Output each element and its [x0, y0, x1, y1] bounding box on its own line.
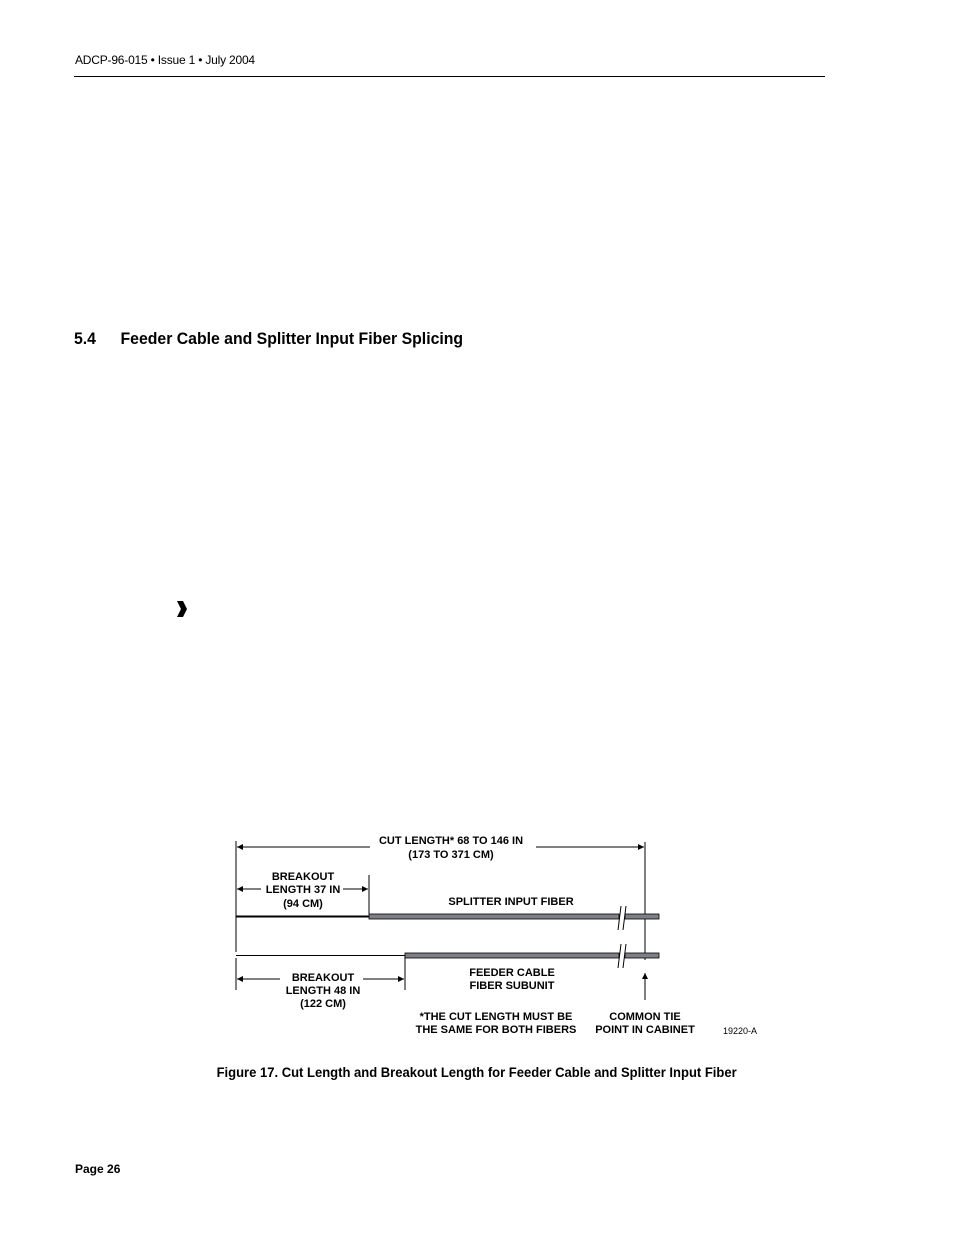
tie-label-2: POINT IN CABINET: [595, 1024, 695, 1036]
feeder-break-mark: [618, 944, 626, 968]
figure-id: 19220-A: [723, 1026, 758, 1036]
bottom-breakout-label-2: LENGTH 48 IN: [285, 985, 361, 997]
bottom-breakout-label-3: (122 CM): [300, 998, 346, 1010]
splitter-fiber-jacket-a: [369, 914, 619, 919]
diagram-svg: [225, 830, 770, 1045]
page-number: Page 26: [75, 1162, 121, 1176]
section-title: Feeder Cable and Splitter Input Fiber Splicing: [120, 329, 464, 348]
header-rule: [74, 76, 825, 77]
feeder-fiber-jacket-a: [405, 953, 619, 958]
note-label-1: *THE CUT LENGTH MUST BE: [419, 1011, 573, 1023]
cut-length-label-1: CUT LENGTH* 68 TO 146 IN: [378, 835, 524, 847]
section-number: 5.4: [74, 329, 96, 348]
section-heading: [74, 329, 463, 349]
document-header: ADCP-96-015 • Issue 1 • July 2004: [75, 53, 255, 67]
feeder-fiber-jacket-b: [625, 953, 659, 958]
splitter-break-mark: [618, 906, 626, 930]
cut-length-label-2: (173 TO 371 CM): [408, 849, 494, 861]
feeder-label-2: FIBER SUBUNIT: [469, 980, 555, 992]
splitter-label: SPLITTER INPUT FIBER: [448, 896, 574, 908]
feeder-label-1: FEEDER CABLE: [469, 967, 555, 979]
cut-length-diagram: [225, 830, 770, 1045]
tie-label-1: COMMON TIE: [609, 1011, 681, 1023]
top-breakout-label-2: LENGTH 37 IN: [265, 884, 341, 896]
note-label-2: THE SAME FOR BOTH FIBERS: [415, 1024, 577, 1036]
figure-caption: [0, 1064, 954, 1080]
arrow-right-icon: [176, 599, 188, 619]
top-breakout-label-3: (94 CM): [283, 898, 323, 910]
figure-caption-text: Figure 17. Cut Length and Breakout Length for Feeder Cable and Splitter Input Fiber: [216, 1064, 738, 1080]
bottom-breakout-label-1: BREAKOUT: [291, 972, 355, 984]
splitter-fiber-jacket-b: [625, 914, 659, 919]
top-breakout-label-1: BREAKOUT: [271, 871, 335, 883]
